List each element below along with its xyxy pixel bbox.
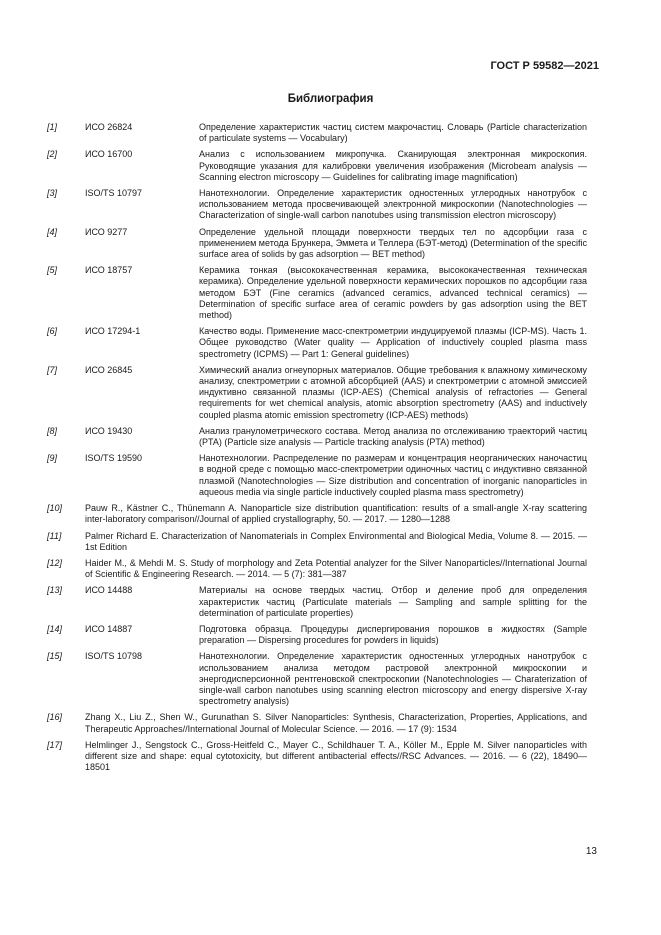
entry-code: ISO/TS 10798 (85, 651, 143, 662)
bibliography-entry (47, 227, 587, 261)
bibliography-entry (47, 585, 587, 619)
entry-text: Нанотехнологии. Определение характеристик одностенных углеродных нанотрубок с использованием анализа методом растровой электронной микроскопии и энергодисперсионной рентгеновской спектроскопии (Nanotechnologies — Charaterization of single-wall carbon nanotubes using scanning electron microscopy and energy dispersive X-ray spectrometry analysis) (199, 651, 587, 707)
bibliography-entry (47, 740, 587, 774)
entry-code: ISO/TS 19590 (85, 453, 143, 464)
entry-number: [7] (47, 364, 58, 375)
bibliography-entry (47, 624, 587, 646)
entry-number: [13] (47, 585, 63, 596)
entry-text: Определение удельной площади поверхности твердых тел по адсорбции газа с применением метода Брункера, Эммета и Теллера (БЭТ-метод) (Determination of the specific surface area of solids by gas adsorption — BET method) (199, 226, 587, 260)
entry-number: [17] (47, 739, 63, 750)
bibliography-entry (47, 188, 587, 222)
standard-number: ГОСТ Р 59582—2021 (490, 60, 599, 72)
page-number: 13 (585, 846, 597, 857)
entry-number: [14] (47, 623, 63, 634)
entry-text: Palmer Richard E. Characterization of Nanomaterials in Complex Environmental and Biological Media, Volume 8. — 2015. — 1st Edition (85, 530, 587, 552)
entry-code: ИСО 18757 (85, 265, 133, 276)
entry-code: ИСО 26824 (85, 122, 133, 132)
entry-text: Haider M., & Mehdi M. S. Study of morphology and Zeta Potential analyzer for the Silver Nanoparticles//International Journal of Scientific & Engineering Research. — 2014. — 5 (7): 381—387 (85, 557, 587, 580)
entry-text: Нанотехнологии. Определение характеристик одностенных углеродных нанотрубок с использованием метода просвечивающей электронной микроскопии (Nanotechnologies — Characterization of single-wall carbon nanotubes using transmission electron microscopy) (199, 188, 587, 221)
entry-text: Нанотехнологии. Распределение по размерам и концентрация неорганических наночастиц в водной среде с помощью масс-спектрометрии одиночных частиц с индуктивно связанной плазмой (Nanotechnologies — Size distribution and concentration of inorganic nanoparticles in aqueous media via single particle inductively coupled plasma mass spectrometry) (199, 453, 587, 497)
bibliography-entry (47, 531, 587, 553)
entry-number: [5] (47, 265, 58, 276)
entry-number: [6] (47, 326, 58, 337)
bibliography-entry (47, 326, 587, 360)
bibliography-entry (47, 558, 587, 580)
page-title: Библиография (287, 93, 374, 105)
bibliography-entry (47, 712, 587, 734)
entry-number: [9] (47, 453, 58, 464)
entry-text: Анализ гранулометрического состава. Метод анализа по отслеживанию траекторий частиц (PTA) (Particle size analysis — Particle tracking analysis (PTA) method) (199, 425, 587, 448)
entry-number: [11] (47, 530, 62, 541)
bibliography-entry (47, 503, 587, 525)
entry-text: Подготовка образца. Процедуры диспергирования порошков в жидкостях (Sample preparation — Dispersing procedures for powders in liquids) (199, 623, 587, 646)
bibliography-entry (47, 426, 587, 448)
entry-text: Pauw R., Kästner C., Thünemann A. Nanoparticle size distribution quantification: results of a small-angle X-ray scattering inter-laboratory comparison//Journal of applied crystallography, 50. — 2017. — 1280—1288 (85, 503, 587, 525)
entry-code: ИСО 9277 (85, 226, 128, 237)
entry-text: Качество воды. Применение масс-спектрометрии индуцируемой плазмы (ICP-MS). Часть 1. Общее руководство (Water quality — Application of inductively coupled plasma mass spectrometry (ICPMS) — Part 1: General guidelines) (199, 326, 587, 359)
entry-number: [10] (47, 503, 63, 514)
bibliography-entry (47, 453, 587, 498)
entry-code: ISO/TS 10797 (85, 188, 143, 199)
entry-text: Определение характеристик частиц систем макрочастиц. Словарь (Particle characterization of particulate systems — Vocabulary) (199, 122, 587, 144)
bibliography-entry (47, 122, 587, 144)
bibliography-list (47, 122, 587, 778)
entry-text: Материалы на основе твердых частиц. Отбор и деление проб для определения характеристик частиц (Particulate materials — Sampling and sample splitting for the determination of particulate properties) (199, 585, 587, 618)
entry-text: Химический анализ огнеупорных материалов. Общие требования к влажному химическому анализу, спектрометрии с атомной абсорбцией (AAS) и спектрометрии с атомной эмиссией индуктивно связанной плазмы (ICP-AES) (Chemical analysis of refractories — General requirements for wet chemical analysis, atomic absorption spectrometry (AAS) and inductively coupled plasma atomic emission spectrometry (ICP-AES) methods) (199, 364, 587, 420)
entry-text: Керамика тонкая (высококачественная керамика, высококачественная техническая керамика). Определение удельной поверхности керамических порошков по адсорбции газа методом БЭТ (Fine ceramics (advanced ceramics, advanced technical ceramics) — Determination of specific surface area of ceramic powders by gas adsorption using the BET method) (199, 265, 587, 321)
entry-code: ИСО 14887 (85, 623, 133, 634)
entry-code: ИСО 19430 (85, 425, 133, 436)
bibliography-entry (47, 149, 587, 183)
entry-text: Анализ с использованием микропучка. Сканирующая электронная микроскопия. Руководящие указания для калибровки увеличения изображения (Microbeam analysis — Scanning electron microscopy — Guidelines for calibrating image magnification) (199, 149, 587, 182)
entry-number: [4] (47, 226, 58, 237)
entry-number: [3] (47, 188, 58, 199)
entry-code: ИСО 16700 (85, 149, 133, 160)
bibliography-entry (47, 651, 587, 707)
entry-text: Helmlinger J., Sengstock C., Gross-Heitfeld C., Mayer C., Schildhauer T. A., Köller M., Epple M. Silver nanoparticles with different size and shape: equal cytotoxicity, but different antibacterial effects//RSC Advances. — 2016. — 6 (22), 18490—18501 (85, 739, 587, 773)
bibliography-entry (47, 365, 587, 421)
entry-number: [8] (47, 425, 58, 436)
entry-number: [2] (47, 149, 58, 160)
entry-number: [1] (47, 122, 58, 132)
entry-number: [16] (47, 712, 63, 723)
entry-code: ИСО 14488 (85, 585, 133, 596)
entry-number: [12] (47, 557, 63, 568)
entry-text: Zhang X., Liu Z., Shen W., Gurunathan S. Silver Nanoparticles: Synthesis, Characterization, Properties, Applications, and Therapeutic Approaches//International Journal of Molecular Science. — 2016. — 17 (9): 1534 (85, 712, 587, 734)
entry-number: [15] (47, 651, 63, 662)
entry-code: ИСО 26845 (85, 364, 133, 375)
bibliography-entry (47, 265, 587, 321)
entry-code: ИСО 17294-1 (85, 326, 141, 337)
